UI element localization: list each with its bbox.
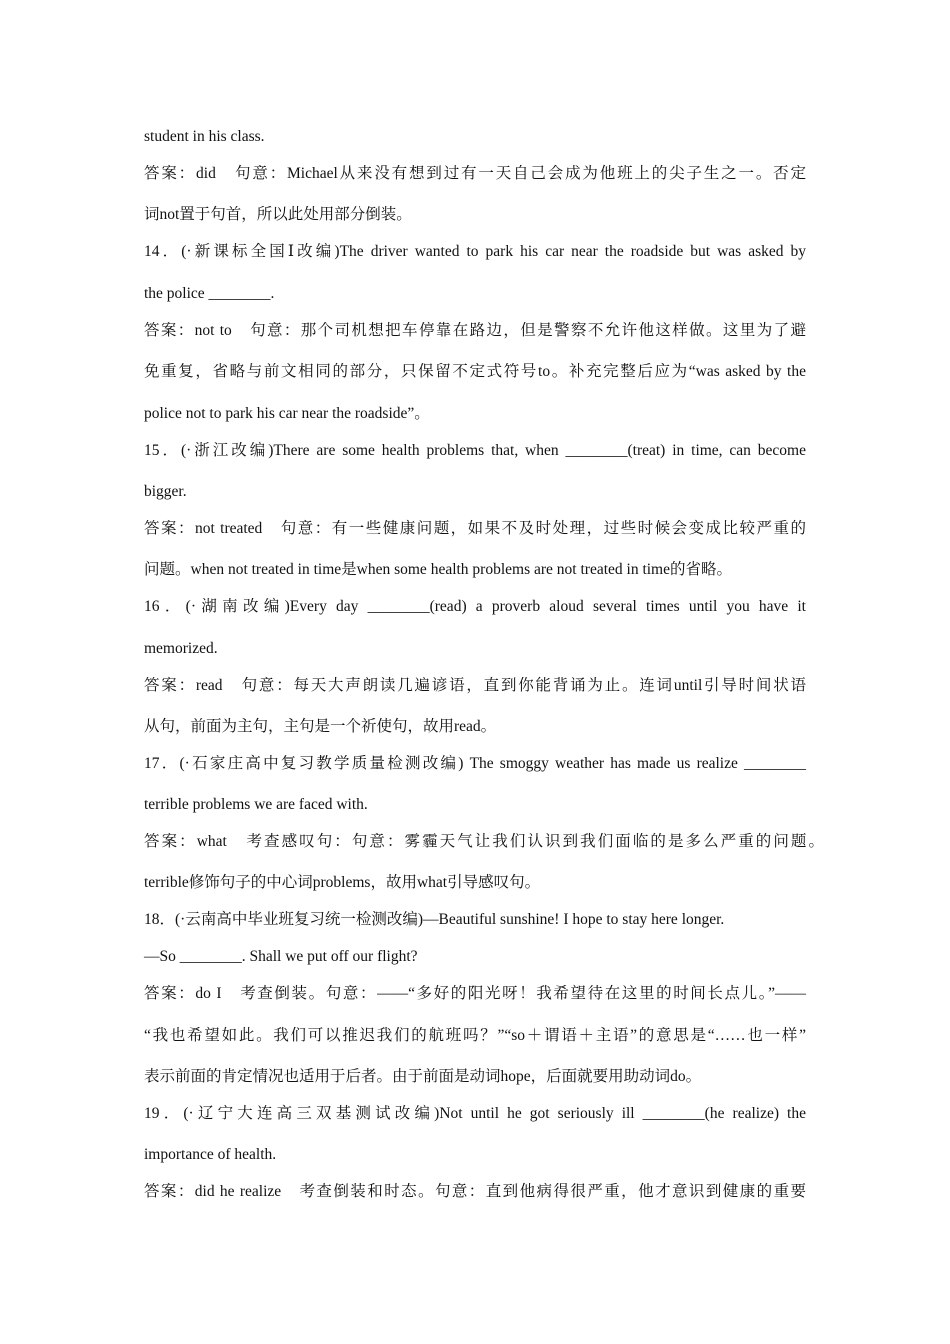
text-line: —So ________. Shall we put off our flight?	[144, 948, 418, 965]
text-line: importance of health.	[144, 1146, 277, 1163]
text-line: bigger.	[144, 483, 187, 500]
text-line: 问题。when not treated in time是when some health problems are not treated in time的省略。	[144, 561, 732, 578]
text-line: memorized.	[144, 640, 218, 657]
text-line: 从句，前面为主句，主句是一个祈使句，故用read。	[144, 718, 497, 735]
answer-line: 答案：not to 句意：那个司机想把车停靠在路边，但是警察不允许他这样做。这里为了避	[144, 322, 806, 339]
text-line: the police ________.	[144, 285, 275, 302]
question-17: 17．(·石家庄高中复习教学质量检测改编) The smoggy weather has made us realize ________	[144, 755, 806, 772]
question-15: 15．(·浙江改编)There are some health problems that, when ________(treat) in time, can become	[144, 442, 806, 459]
text-line: 表示前面的肯定情况也适用于后者。由于前面是动词hope，后面就要用助动词do。	[144, 1068, 702, 1085]
text-line: 免重复，省略与前文相同的部分，只保留不定式符号to。补充完整后应为“was asked by the	[144, 363, 806, 380]
answer-line: 答案：not treated 句意：有一些健康问题，如果不及时处理，过些时候会变成比较严重的	[144, 520, 806, 537]
question-16: 16．(·湖南改编)Every day ________(read) a proverb aloud several times until you have it	[144, 598, 806, 615]
text-line: terrible problems we are faced with.	[144, 796, 368, 813]
text-line: terrible修饰句子的中心词problems，故用what引导感叹句。	[144, 874, 541, 891]
text-line: police not to park his car near the roadside”。	[144, 405, 430, 422]
question-18: 18．(·云南高中毕业班复习统一检测改编)—Beautiful sunshine! I hope to stay here longer.	[144, 911, 725, 928]
answer-line: 答案：what 考查感叹句：句意：雾霾天气让我们认识到我们面临的是多么严重的问题。	[144, 833, 824, 850]
answer-line: 答案：did he realize 考查倒装和时态。句意：直到他病得很严重，他才意识到健康的重要	[144, 1183, 806, 1200]
answer-line: 答案：did 句意：Michael从来没有想到过有一天自己会成为他班上的尖子生之一。否定	[144, 165, 806, 182]
question-14: 14．(·新课标全国Ⅰ改编)The driver wanted to park his car near the roadside but was asked by	[144, 243, 806, 260]
text-line: student in his class.	[144, 128, 265, 145]
text-line: 词not置于句首，所以此处用部分倒装。	[144, 206, 412, 223]
text-line: “我也希望如此。我们可以推迟我们的航班吗？”“so＋谓语＋主语”的意思是“……也一样”	[144, 1027, 806, 1044]
question-19: 19．(·辽宁大连高三双基测试改编)Not until he got seriously ill ________(he realize) the	[144, 1105, 806, 1122]
answer-line: 答案：do I 考查倒装。句意：——“多好的阳光呀！我希望待在这里的时间长点儿。”——	[144, 985, 806, 1002]
answer-line: 答案：read 句意：每天大声朗读几遍谚语，直到你能背诵为止。连词until引导时间状语	[144, 677, 806, 694]
